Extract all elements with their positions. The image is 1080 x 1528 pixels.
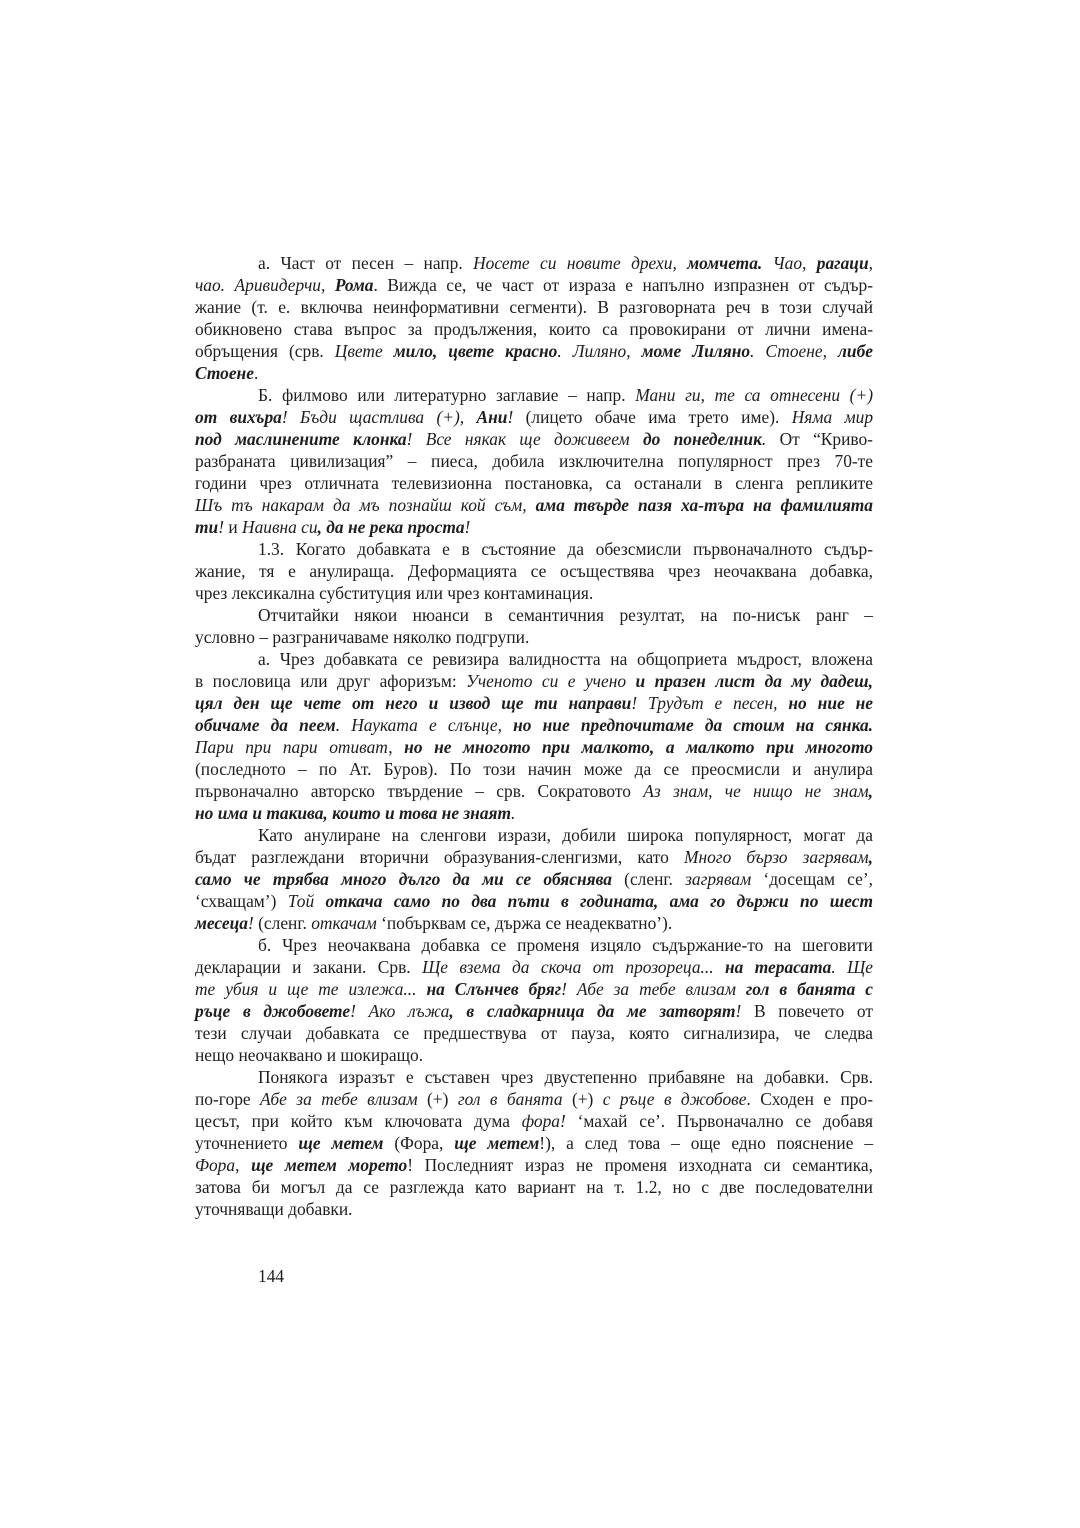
italic-example-run: ! [218,517,224,537]
text-run: От “Криво- [766,429,873,449]
bold-italic-example-run: но ние не [788,693,873,713]
italic-example-run: ! [507,407,514,427]
text-line [195,1088,873,1110]
bold-italic-example-run: Ани [476,407,508,427]
text-run: 1.3. Когато добавката е в състояние да обезсмисли първоначалното съдър- [258,539,873,559]
text-run: ‘досещам се’, [751,869,873,889]
bold-italic-example-run: откача само по два пъти в годината, ама го държи по шест [325,891,873,911]
text-run: в пословица или друг афоризъм: [195,671,467,691]
italic-example-run: Цвете [334,341,394,361]
italic-example-run: ! [735,1001,742,1021]
text-line [195,560,873,582]
text-line [195,318,873,340]
italic-example-run: Абе за тебе влизам [260,1089,418,1109]
bold-italic-example-run: либе [837,341,873,361]
text-line [195,1132,873,1154]
italic-example-run: фора! [521,1111,566,1131]
italic-example-run: . [511,803,516,823]
italic-example-run: Чао, [762,253,817,273]
bold-italic-example-run: на Слънчев бряг [426,979,562,999]
text-run: Отчитайки някои нюанси в семантичния резултат, на по-нисък ранг – [258,605,873,625]
text-line [195,1044,873,1066]
italic-example-run: . [761,429,767,449]
italic-example-run: Пари при пари отиват, [195,737,405,757]
text-line [195,384,873,406]
bold-italic-example-run: само че трябва много дълго да ми се обяснява [195,869,612,889]
text-line [195,978,873,1000]
text-line [195,494,873,516]
text-line [195,340,873,362]
italic-example-run: ! Ако лъжа [350,1001,450,1021]
text-run: (лицето обаче има трето име). [513,407,792,427]
italic-example-run: Много бързо загрявам [684,847,869,867]
text-run: а. Част от песен – напр. [258,253,474,273]
text-run: обръщения (срв. [195,341,335,361]
bold-italic-example-run: рагаци [816,253,869,273]
text-run: Понякога изразът е съставен чрез двустепенно прибавяне на добавки. Срв. [258,1067,873,1087]
italic-example-run: те убия и ще те излежа... [195,979,427,999]
bold-italic-example-run: , в сладкарница да ме затворят [449,1001,736,1021]
text-run: бъдат разглеждани вторични образувания-сленгизми, като [195,847,684,867]
text-run: В повечето от [741,1001,874,1021]
text-line [195,934,873,956]
italic-example-run: гол в банята [457,1089,563,1109]
italic-example-run: с ръце в джобове [602,1089,747,1109]
text-line [195,604,873,626]
text-line [195,736,873,758]
text-line [195,714,873,736]
text-run: !), а след това – още едно пояснение – [539,1133,874,1153]
italic-example-run: , [868,253,873,273]
paragraph [195,538,873,604]
text-line [195,692,873,714]
bold-italic-example-run: до понеделник [642,429,762,449]
text-run: (последното – по Ат. Буров). По този начин може да се преосмисли и анулира [195,759,873,779]
bold-italic-example-run: но ние предпочитаме да стоим на сянка. [513,715,874,735]
bold-italic-example-run: моме Лиляно [641,341,751,361]
text-run: първоначално авторско твърдение – срв. Сократовото [195,781,644,801]
bold-italic-example-run: момчета. [687,253,763,273]
italic-example-run: . Лиляно, [557,341,642,361]
text-run: чрез лексикална субституция или чрез контаминация. [195,583,594,603]
paragraph [195,604,873,648]
italic-example-run: Ще взема да скоча от прозореца... [422,957,725,977]
bold-italic-example-run: Рома [334,275,374,295]
italic-example-run: ! [247,913,254,933]
text-line [195,472,873,494]
bold-italic-example-run: но има и такива, които и това не знаят [195,803,512,823]
italic-example-run: Фора [195,1155,236,1175]
bold-italic-example-run: , [868,781,873,801]
bold-italic-example-run: месеца [195,913,248,933]
text-line [195,956,873,978]
paragraph [195,934,873,1066]
paragraph [195,252,873,384]
bold-italic-example-run: обичаме да пеем [195,715,336,735]
italic-example-run: чао. Аривидерчи, [195,275,335,295]
text-line [195,1154,873,1176]
text-run: . Сходен е про- [746,1089,873,1109]
bold-italic-example-run: ще метем морето [251,1155,408,1175]
bold-italic-example-run: от вихъра [195,407,282,427]
bold-italic-example-run: ще метем [298,1133,384,1153]
italic-example-run: . Науката е слънце, [335,715,514,735]
text-run: Като анулиране на сленгови изрази, добили широка популярност, могат да [258,825,873,845]
text-line [195,516,873,538]
text-run: цесът, при който към ключовата дума [195,1111,522,1131]
text-run: ‘махай се’. Първоначално се добавя [565,1111,873,1131]
text-run: . Вижда се, че част от израза е напълно изпразнен от съдър- [373,275,873,295]
italic-example-run: Шъ тъ накарам да мъ познайш кой съм, [195,495,536,515]
text-run: (сленг. [611,869,686,889]
text-line [195,1110,873,1132]
text-run: условно – разграничаваме няколко подгрупи. [195,627,530,647]
text-run: затова би могъл да се разглежда като вариант на т. 1.2, но с две последователни [195,1177,873,1197]
text-line [195,648,873,670]
text-line [195,824,873,846]
bold-italic-example-run: гол в банята с [745,979,873,999]
italic-example-run: . Стоене, [750,341,838,361]
text-line [195,274,873,296]
text-line [195,538,873,560]
bold-italic-example-run: цял ден ще чете от него и извод ще ти направи [195,693,632,713]
italic-example-run: Наивна си [242,517,318,537]
italic-example-run: Ученото си е учено [466,671,636,691]
text-run: жание, тя е анулираща. Деформацията се осъществява чрез неочаквана добавка, [195,561,873,581]
text-run: . [253,363,259,383]
text-run: уточнението [195,1133,299,1153]
bold-italic-example-run: , [868,847,873,867]
text-run: (Фора, [383,1133,455,1153]
text-line [195,1000,873,1022]
text-line [195,802,873,824]
text-run: обикновено става въпрос за продължения, които са провокирани от лични имена- [195,319,873,339]
bold-italic-example-run: , да не река проста [317,517,465,537]
italic-example-run: ! Трудът е песен, [631,693,789,713]
text-line [195,1176,873,1198]
bold-italic-example-run: на терасата [724,957,832,977]
text-run: , [235,1155,252,1175]
bold-italic-example-run: и празен лист да му дадеш, [635,671,874,691]
italic-example-run: Аз знам, че нищо не знам [643,781,869,801]
italic-example-run: Носете си новите дрехи, [473,253,688,273]
text-run: ! Последният израз не променя изходната си семантика, [407,1155,873,1175]
bold-italic-example-run: ама твърде пазя ха-търа на фамилията [535,495,873,515]
text-line [195,868,873,890]
text-run: ‘побърквам се, държа се неадекватно’). [376,913,673,933]
paragraph [195,384,873,538]
italic-example-run: загрявам [685,869,752,889]
text-run: (сленг. [253,913,312,933]
text-line [195,1066,873,1088]
text-run: тези случаи добавката се предшествува от пауза, която сигнализира, че следва [195,1023,873,1043]
text-line [195,582,873,604]
paragraph [195,1066,873,1220]
text-line [195,890,873,912]
text-line [195,912,873,934]
bold-italic-example-run: но не многото при малкото, а малкото при многото [404,737,873,757]
italic-example-run: откачам [311,913,377,933]
text-run: (+) [417,1089,458,1109]
text-run: б. Чрез неочаквана добавка се променя изцяло съдържание-то на шеговити [258,935,873,955]
text-line [195,252,873,274]
text-line [195,296,873,318]
text-run: ‘схващам’) [195,891,288,911]
page-number: 144 [258,1266,285,1286]
text-line [195,846,873,868]
text-line [195,626,873,648]
text-run: Б. филмово или литературно заглавие – напр. [258,385,636,405]
text-run: нещо неочаквано и шокиращо. [195,1045,424,1065]
paragraph [195,824,873,934]
page-body [195,252,873,1220]
paragraph [195,648,873,824]
text-run: години чрез отличната телевизионна постановка, са останали в сленга репликите [195,473,873,493]
text-run: (+) [562,1089,603,1109]
italic-example-run: Той [287,891,326,911]
italic-example-run: ! [464,517,471,537]
italic-example-run: ! Абе за тебе влизам [561,979,746,999]
text-line [195,1022,873,1044]
text-run: уточняващи добавки. [195,1199,353,1219]
text-line [195,758,873,780]
bold-italic-example-run: Стоене [195,363,254,383]
bold-italic-example-run: мило, цвете красно [393,341,558,361]
text-run: а. Чрез добавката се ревизира валидността на общоприета мъдрост, вложена [258,649,873,669]
text-line [195,450,873,472]
text-run: декларации и закани. Срв. [195,957,423,977]
bold-italic-example-run: ти [195,517,219,537]
text-line [195,780,873,802]
italic-example-run: Няма мир [791,407,874,427]
italic-example-run: ! Все някак ще доживеем [406,429,643,449]
text-line [195,428,873,450]
text-line [195,1198,873,1220]
text-run: по-горе [195,1089,261,1109]
text-line [195,362,873,384]
text-line [195,406,873,428]
bold-italic-example-run: ще метем [454,1133,540,1153]
text-run: жание (т. е. включва неинформативни сегменти). В разговорната реч в този случай [195,297,873,317]
bold-italic-example-run: ръце в джобовете [195,1001,351,1021]
text-run: разбраната цивилизация” – пиеса, добила изключителна популярност през 70-те [195,451,873,471]
italic-example-run: Мани ги, те са отнесени (+) [635,385,873,405]
italic-example-run: . Ще [831,957,873,977]
bold-italic-example-run: под маслинените клонка [195,429,407,449]
text-line [195,670,873,692]
italic-example-run: ! Бъди щастлива (+), [281,407,477,427]
text-run: и [224,517,243,537]
